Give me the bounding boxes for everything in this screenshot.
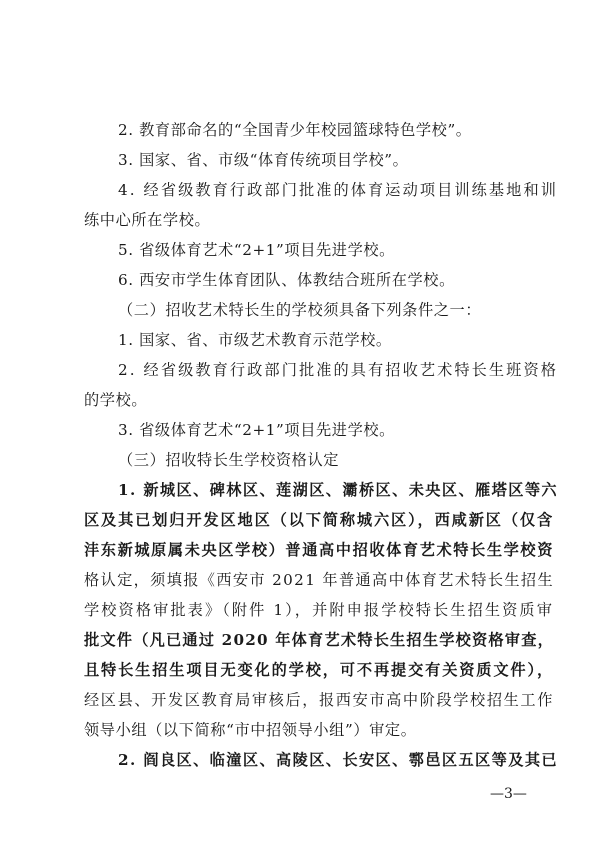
- text-line: 1. 新城区、碑林区、莲湖区、灞桥区、未央区、雁塔区等六: [118, 481, 558, 499]
- text-line: 1. 国家、省、市级艺术教育示范学校。: [118, 331, 392, 349]
- page-number: —3—: [490, 786, 527, 802]
- text-line: 2. 经省级教育行政部门批准的具有招收艺术特长生班资格: [118, 361, 558, 379]
- text-line: 批文件（凡已通过 2020 年体育艺术特长生招生学校资格审查，: [84, 631, 554, 649]
- text-line: （二）招收艺术特长生的学校须具备下列条件之一：: [118, 301, 482, 319]
- text-line: 3. 国家、省、市级“体育传统项目学校”。: [118, 151, 409, 169]
- text-line: 的学校。: [84, 391, 148, 409]
- text-line: 5. 省级体育艺术“2+1”项目先进学校。: [118, 241, 395, 259]
- text-line: （三）招收特长生学校资格认定: [118, 451, 340, 469]
- text-line: 学校资格审批表》（附件 1），并附申报学校特长生招生资质审: [84, 601, 554, 619]
- text-line: 2. 教育部命名的“全国青少年校园篮球特色学校”。: [118, 121, 472, 139]
- text-line: 领导小组（以下简称“市中招领导小组”）审定。: [84, 721, 417, 739]
- text-line: 沣东新城原属未央区学校）普通高中招收体育艺术特长生学校资: [84, 541, 554, 559]
- text-line: 2. 阎良区、临潼区、高陵区、长安区、鄠邑区五区等及其已: [118, 751, 558, 769]
- text-line: 且特长生招生项目无变化的学校，可不再提交有关资质文件），: [84, 661, 554, 679]
- text-line: 格认定，须填报《西安市 2021 年普通高中体育艺术特长生招生: [84, 571, 554, 589]
- text-line: 区及其已划归开发区地区（以下简称城六区），西咸新区（仅含: [84, 511, 554, 529]
- text-line: 6. 西安市学生体育团队、体教结合班所在学校。: [118, 271, 455, 289]
- text-line: 3. 省级体育艺术“2+1”项目先进学校。: [118, 421, 395, 439]
- text-line: 4. 经省级教育行政部门批准的体育运动项目训练基地和训: [118, 181, 558, 199]
- text-line: 经区县、开发区教育局审核后，报西安市高中阶段学校招生工作: [84, 691, 554, 709]
- text-line: 练中心所在学校。: [84, 211, 211, 229]
